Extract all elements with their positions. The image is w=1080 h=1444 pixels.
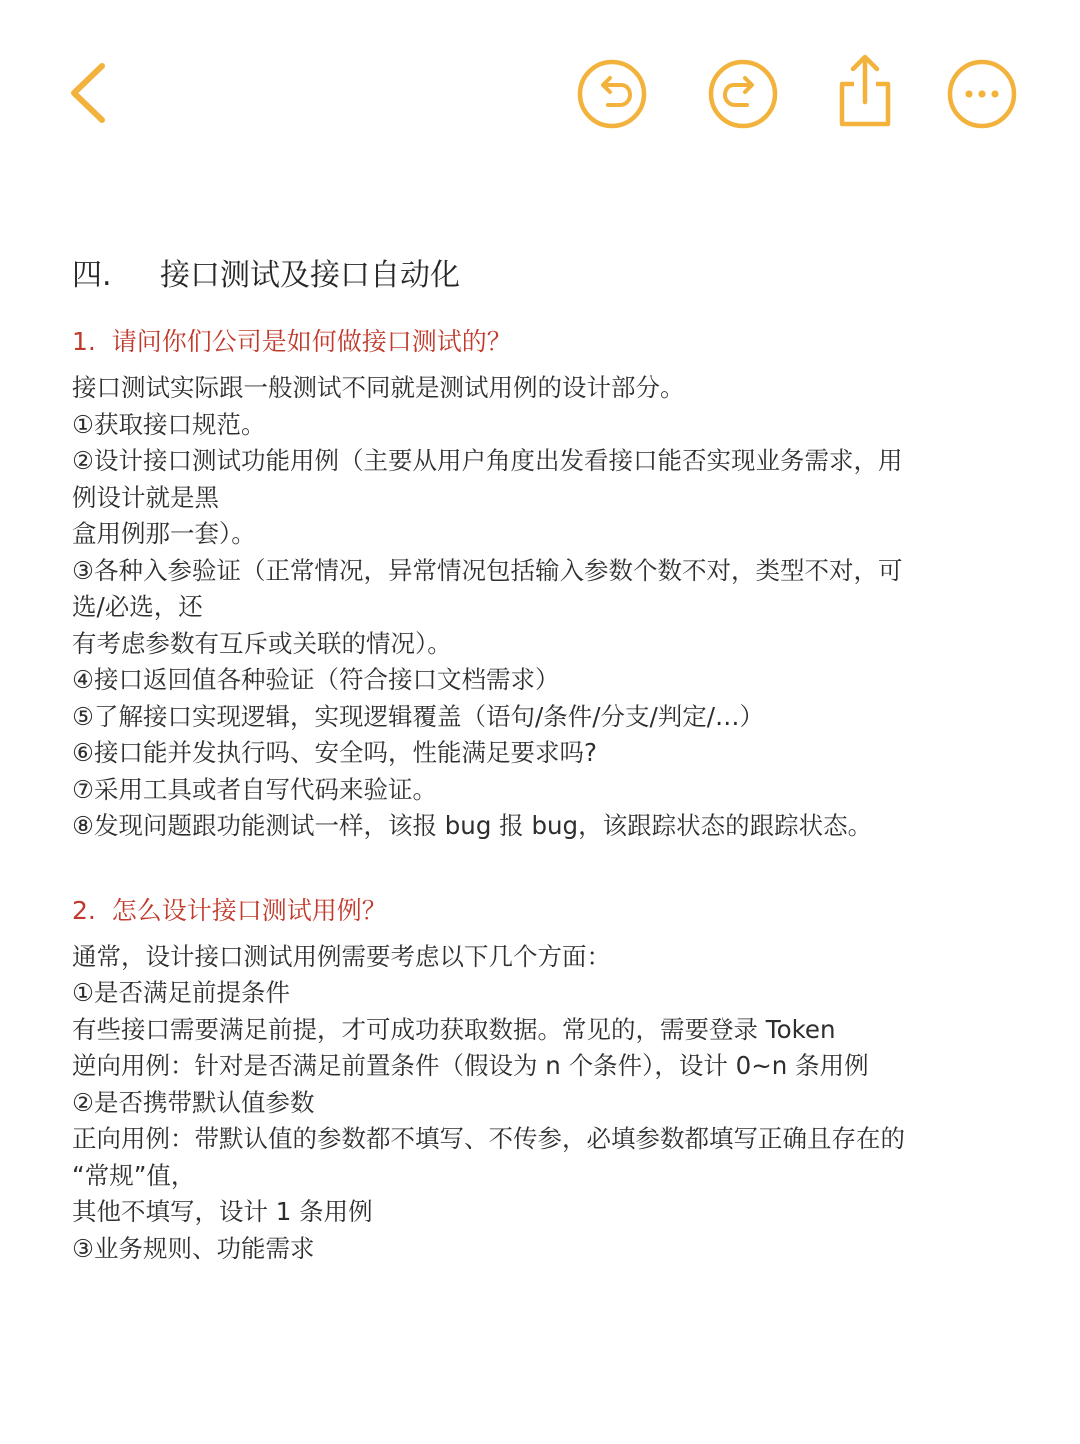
question-title: 1. 请问你们公司是如何做接口测试的？ (72, 327, 512, 356)
toolbar (0, 0, 1080, 190)
more-button[interactable] (946, 58, 1018, 130)
answer-line: ①是否满足前提条件 (72, 978, 290, 1007)
answer-line: 接口测试实际跟一般测试不同就是测试用例的设计部分。 (72, 373, 685, 402)
share-button[interactable] (832, 52, 898, 132)
share-icon (832, 52, 898, 132)
note-content[interactable] (72, 252, 1047, 1267)
answer-line: ①获取接口规范。 (72, 409, 266, 439)
answer-line: “常规”值， (72, 1160, 196, 1190)
section-heading (72, 252, 1047, 300)
answer-line: 有些接口需要满足前提，才可成功获取数据。常见的，需要登录 Token (72, 1014, 836, 1044)
undo-button[interactable] (576, 58, 648, 130)
answer-line: ②是否携带默认值参数 (72, 1087, 315, 1117)
undo-icon (576, 58, 648, 130)
answer-line: ⑥接口能并发执行吗、安全吗，性能满足要求吗? (72, 738, 597, 767)
answer-line: 盒用例那一套）。 (72, 519, 256, 548)
chevron-left-icon (62, 58, 112, 128)
answer-line: ⑦采用工具或者自写代码来验证。 (72, 774, 437, 804)
redo-button[interactable] (707, 58, 779, 130)
section-number: 四. (72, 258, 112, 293)
answer-line: ⑤了解接口实现逻辑，实现逻辑覆盖（语句/条件/分支/判定/…） (72, 701, 764, 731)
answer-line: ③各种入参验证（正常情况，异常情况包括输入参数个数不对，类型不对，可 (72, 555, 903, 585)
answer-line: 通常，设计接口测试用例需要考虑以下几个方面： (72, 941, 611, 971)
answer-line: 选/必选，还 (72, 592, 203, 621)
answer-line: 逆向用例：针对是否满足前置条件（假设为 n 个条件），设计 0~n 条用例 (72, 1051, 869, 1080)
question-block (72, 891, 1047, 1268)
answer-line: 正向用例：带默认值的参数都不填写、不传参，必填参数都填写正确且存在的 (72, 1124, 905, 1153)
answer-line: 有考虑参数有互斥或关联的情况）。 (72, 628, 452, 658)
answer-line: ③业务规则、功能需求 (72, 1233, 315, 1263)
answer-line: 其他不填写，设计 1 条用例 (72, 1197, 373, 1226)
answer-line: ④接口返回值各种验证（符合接口文档需求） (72, 665, 560, 694)
back-button[interactable] (62, 58, 112, 128)
more-icon (946, 58, 1018, 130)
section-title: 接口测试及接口自动化 (160, 258, 460, 293)
answer-line: ②设计接口测试功能用例（主要从用户角度出发看接口能否实现业务需求，用 (72, 446, 903, 475)
answer-line: 例设计就是黑 (72, 482, 219, 512)
answer-line: ⑧发现问题跟功能测试一样，该报 bug 报 bug，该跟踪状态的跟踪状态。 (72, 811, 873, 840)
question-title: 2. 怎么设计接口测试用例？ (72, 895, 387, 925)
redo-icon (707, 58, 779, 130)
question-block (72, 322, 1047, 845)
